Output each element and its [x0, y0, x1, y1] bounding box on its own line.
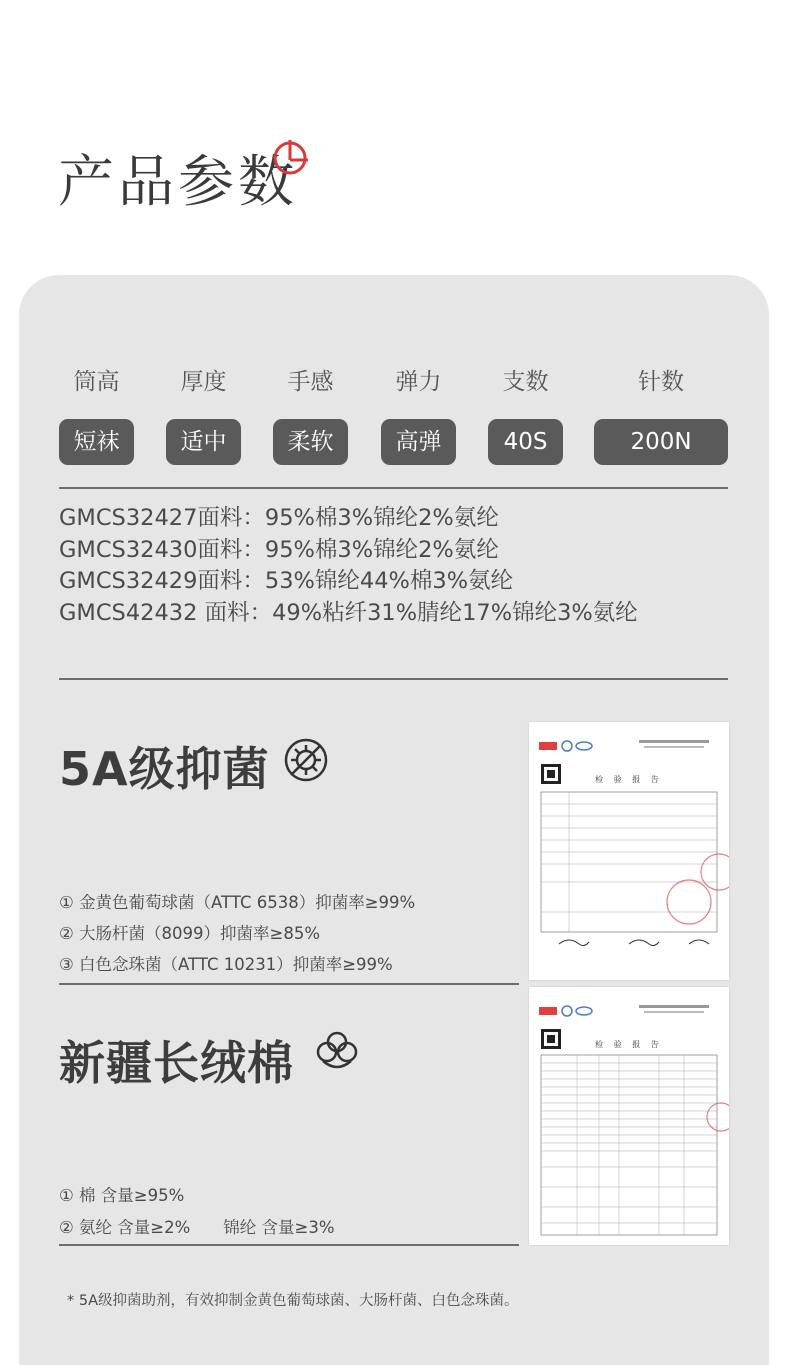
- antibacterial-item: ① 金黄色葡萄球菌（ATTC 6538）抑菌率≥99%: [59, 893, 416, 912]
- spec-value-pill: 柔软: [273, 419, 348, 465]
- cotton-flower-icon: [313, 1027, 361, 1075]
- antibacterial-item: ② 大肠杆菌（8099）抑菌率≥85%: [59, 924, 321, 943]
- fabric-item: GMCS32429面料：53%锦纶44%棉3%氨纶: [59, 568, 514, 594]
- fabric-item: GMCS32427面料：95%棉3%锦纶2%氨纶: [59, 505, 499, 531]
- spec-needle-count: [594, 365, 728, 465]
- spec-height: [59, 365, 134, 465]
- clock-mark-icon: [270, 138, 310, 178]
- divider: [59, 487, 728, 489]
- divider: [59, 1244, 519, 1246]
- antibacterial-title: 5A级抑菌: [59, 742, 270, 796]
- fabric-list: [59, 503, 638, 629]
- cotton-item: ① 棉 含量≥95%: [59, 1186, 185, 1205]
- page-title: 产品参数: [58, 150, 298, 215]
- footnote: * 5A级抑菌助剂，有效抑制金黄色葡萄球菌、大肠杆菌、白色念珠菌。: [67, 1293, 519, 1309]
- spec-thickness: [166, 365, 241, 465]
- report-title: 检 验 报 告: [595, 775, 663, 784]
- spec-value-pill: 200N: [594, 419, 728, 465]
- virus-icon: [283, 737, 329, 783]
- divider: [59, 678, 728, 680]
- spec-label: 厚度: [180, 369, 227, 395]
- product-spec-card: [19, 275, 769, 1365]
- fabric-item: GMCS32430面料：95%棉3%锦纶2%氨纶: [59, 536, 499, 563]
- spec-label: 手感: [287, 369, 334, 395]
- spec-elasticity: [381, 365, 456, 465]
- spec-value-pill: 适中: [166, 419, 241, 465]
- fabric-item: GMCS42432 面料：49%粘纤31%腈纶17%锦纶3%氨纶: [59, 599, 638, 626]
- antibacterial-item: ③ 白色念珠菌（ATTC 10231）抑菌率≥99%: [59, 955, 393, 974]
- cotton-test-report-image: [529, 987, 729, 1245]
- spec-yarn-count: [488, 365, 563, 465]
- report-document-graphic: [529, 722, 729, 980]
- divider: [59, 983, 519, 985]
- spec-value-pill: 高弹: [381, 419, 456, 465]
- spec-label: 筒高: [73, 369, 120, 395]
- spec-label: 针数: [638, 369, 684, 395]
- spec-value-pill: 短袜: [59, 419, 134, 465]
- spec-label: 支数: [502, 369, 549, 395]
- report-document-graphic: [529, 987, 729, 1245]
- cotton-item: ② 氨纶 含量≥2% 锦纶 含量≥3%: [59, 1218, 335, 1237]
- antibacterial-test-report-image: [529, 722, 729, 980]
- spec-feel: [273, 365, 348, 465]
- report-title: 检 验 报 告: [595, 1040, 663, 1049]
- spec-label: 弹力: [395, 369, 442, 395]
- cotton-title: 新疆长绒棉: [59, 1036, 294, 1090]
- spec-value-pill: 40S: [488, 419, 563, 465]
